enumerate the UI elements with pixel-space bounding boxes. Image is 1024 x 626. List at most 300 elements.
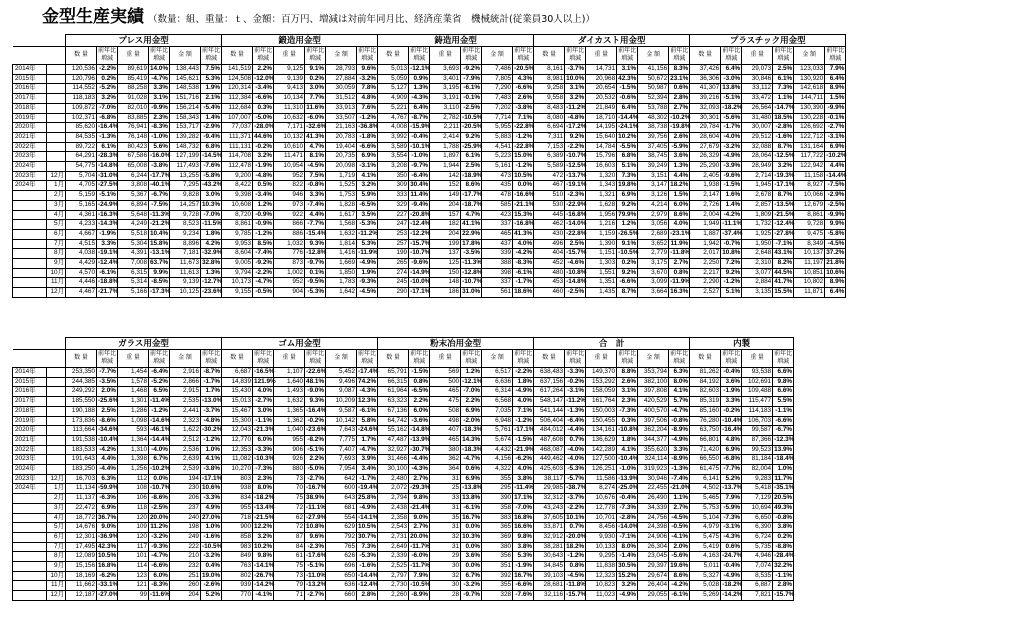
table-row xyxy=(13,210,846,220)
cell-value: 6,650 xyxy=(742,513,773,523)
cell-yoy: -12.3% xyxy=(773,435,794,445)
cell-value: 32 xyxy=(430,532,461,542)
cell-value: 10,608 xyxy=(222,200,253,210)
cell-value: 506,404 xyxy=(534,416,565,426)
cell-value: 76,941 xyxy=(118,123,149,133)
cell-yoy: -6.6% xyxy=(773,416,794,426)
cell-value: 14,784 xyxy=(586,142,617,152)
cell-yoy: 17.8% xyxy=(461,239,482,249)
cell-value: 3,652 xyxy=(638,239,669,249)
table-row xyxy=(13,368,794,378)
cell-yoy: -13.1% xyxy=(149,249,170,259)
cell-yoy: 7.3% xyxy=(773,84,794,94)
cell-value: 4,979 xyxy=(690,523,721,533)
cell-value: 29,674 xyxy=(638,571,669,581)
cell-value: 1,098 xyxy=(118,416,149,426)
table-row xyxy=(13,397,794,407)
cell-value: 2,539 xyxy=(170,465,201,475)
cell-yoy: -4.8% xyxy=(565,113,586,123)
table-row xyxy=(13,552,794,562)
cell-yoy: 4.2% xyxy=(201,239,222,249)
cell-yoy: -13.2% xyxy=(305,581,326,591)
cell-value: 127,500 xyxy=(586,455,617,465)
cell-yoy: -2.8% xyxy=(617,513,638,523)
cell-value: 30,007 xyxy=(742,123,773,133)
cell-yoy: -1.9% xyxy=(721,387,742,397)
cell-yoy: -2.0% xyxy=(461,416,482,426)
table-row xyxy=(13,571,794,581)
cell-yoy: 9.2% xyxy=(721,268,742,278)
cell-value: 21,163 xyxy=(326,123,357,133)
cell-yoy: -0.1% xyxy=(825,113,846,123)
cell-yoy: -4.9% xyxy=(513,387,534,397)
cell-value: 115,477 xyxy=(742,397,773,407)
cell-value: 120,796 xyxy=(66,74,97,84)
header-blank xyxy=(13,35,66,47)
cell-yoy: -24.9% xyxy=(97,200,118,210)
cell-yoy: 5.3% xyxy=(513,552,534,562)
cell-yoy: 18.5% xyxy=(773,113,794,123)
cell-value: 11,838 xyxy=(586,562,617,572)
cell-value: 2,884 xyxy=(742,278,773,288)
cell-value: 10,066 xyxy=(794,191,825,201)
cell-yoy: -0.4% xyxy=(409,132,430,142)
cell-value: 1,944 xyxy=(430,162,461,172)
cell-yoy: 6.4% xyxy=(617,103,638,113)
cell-yoy: 6.1% xyxy=(97,142,118,152)
row-month: 12月 xyxy=(47,288,66,298)
cell-value: 114,552 xyxy=(66,84,97,94)
cell-yoy: -30.7% xyxy=(409,445,430,455)
cell-value: 73 xyxy=(274,571,305,581)
cell-value: 5,753 xyxy=(690,503,721,513)
cell-yoy: -5.6% xyxy=(669,552,690,562)
cell-value: 2,648 xyxy=(742,249,773,259)
cell-value: 38,745 xyxy=(638,152,669,162)
column-header-yoy: 前年比 増減 xyxy=(565,350,586,368)
cell-value: 12,301 xyxy=(66,532,97,542)
cell-value: 642 xyxy=(326,474,357,484)
cell-yoy: 6.0% xyxy=(669,200,690,210)
cell-value: 2,004 xyxy=(690,210,721,220)
cell-value: 1,321 xyxy=(586,191,617,201)
cell-yoy: 0.1% xyxy=(305,268,326,278)
cell-value: 4,322 xyxy=(482,465,513,475)
cell-value: 122,942 xyxy=(794,162,825,172)
cell-value: 6,894 xyxy=(118,200,149,210)
cell-value: 1,850 xyxy=(326,268,357,278)
row-year: 2024年 xyxy=(13,465,47,475)
cell-yoy: -34.6% xyxy=(97,426,118,436)
table-row xyxy=(13,406,794,416)
cell-yoy: -18.3% xyxy=(461,426,482,436)
column-header-yoy: 前年比 増減 xyxy=(253,350,274,368)
cell-yoy: 0.8% xyxy=(409,377,430,387)
cell-yoy: -4.7% xyxy=(253,278,274,288)
cell-value: 7,008 xyxy=(118,259,149,269)
cell-yoy: 9.3% xyxy=(305,239,326,249)
cell-value: 29 xyxy=(430,552,461,562)
header-blank xyxy=(13,338,66,350)
cell-value: 112,478 xyxy=(222,162,253,172)
cell-value: 20,735 xyxy=(326,152,357,162)
cell-yoy: -2.9% xyxy=(825,191,846,201)
cell-value: 29,055 xyxy=(638,591,669,601)
cell-yoy: -6.8% xyxy=(721,455,742,465)
cell-yoy: -12.4% xyxy=(357,581,378,591)
cell-yoy: 0.6% xyxy=(461,465,482,475)
cell-yoy: 3.2% xyxy=(617,581,638,591)
cell-yoy: -27.8% xyxy=(773,229,794,239)
cell-value: 9,087 xyxy=(326,387,357,397)
cell-yoy: -3.2% xyxy=(357,74,378,84)
cell-yoy: 6.8% xyxy=(201,142,222,152)
cell-value: 10,610 xyxy=(274,142,305,152)
cell-yoy: 20.0% xyxy=(149,513,170,523)
cell-yoy: -16.4% xyxy=(305,406,326,416)
cell-value: 65,008 xyxy=(118,162,149,172)
cell-yoy: -0.9% xyxy=(253,210,274,220)
cell-yoy: -11.9% xyxy=(357,249,378,259)
cell-value: 8,161 xyxy=(534,65,565,75)
column-header-yoy: 前年比 増減 xyxy=(617,350,638,368)
cell-value: 142 xyxy=(430,171,461,181)
cell-yoy: -17.7% xyxy=(149,171,170,181)
cell-value: 11,158 xyxy=(794,171,825,181)
row-year: 2018年 xyxy=(13,103,47,113)
cell-value: 487,608 xyxy=(534,435,565,445)
cell-yoy: 10.8% xyxy=(721,249,742,259)
cell-yoy: -1.2% xyxy=(513,162,534,172)
cell-yoy: -14.2% xyxy=(721,591,742,601)
cell-yoy: -23.1% xyxy=(669,229,690,239)
cell-yoy: -9.3% xyxy=(357,278,378,288)
cell-value: 9,283 xyxy=(742,474,773,484)
cell-value: 85,419 xyxy=(118,74,149,84)
cell-value: 2,730 xyxy=(378,581,409,591)
cell-yoy: 6.9% xyxy=(461,474,482,484)
cell-value: 7,483 xyxy=(482,94,513,104)
cell-value: 150,455 xyxy=(586,416,617,426)
cell-yoy: -7.7% xyxy=(97,368,118,378)
cell-yoy: -22.8% xyxy=(513,123,534,133)
cell-yoy: 44.6% xyxy=(253,132,274,142)
cell-yoy: 5.6% xyxy=(149,142,170,152)
cell-yoy: -19.1% xyxy=(97,249,118,259)
cell-value: 247 xyxy=(378,220,409,230)
row-month xyxy=(47,387,66,397)
cell-value: 660 xyxy=(326,591,357,601)
cell-yoy: -9.0% xyxy=(305,387,326,397)
cell-value: 32,912 xyxy=(534,532,565,542)
row-month: 11月 xyxy=(47,278,66,288)
cell-yoy: -2.5% xyxy=(565,288,586,298)
cell-yoy: 12.2% xyxy=(253,523,274,533)
cell-yoy: -2.7% xyxy=(305,591,326,601)
cell-value: 1,320 xyxy=(586,171,617,181)
cell-value: 5,761 xyxy=(482,426,513,436)
cell-yoy: -21.3% xyxy=(253,426,274,436)
table-row xyxy=(13,103,846,113)
table-row xyxy=(13,132,846,142)
cell-yoy: 16.3% xyxy=(669,288,690,298)
cell-value: 33,112 xyxy=(742,84,773,94)
cell-value: 1,942 xyxy=(690,239,721,249)
cell-value: 91,028 xyxy=(118,94,149,104)
cell-yoy: -2.5% xyxy=(825,200,846,210)
cell-yoy: 4.4% xyxy=(825,162,846,172)
cell-value: 3,056 xyxy=(638,220,669,230)
cell-value: 8,456 xyxy=(586,523,617,533)
cell-value: 2,866 xyxy=(170,377,201,387)
row-year: 2024年 xyxy=(13,181,47,191)
cell-yoy: -9.9% xyxy=(825,210,846,220)
cell-value: 232 xyxy=(170,562,201,572)
cell-value: 114,183 xyxy=(742,406,773,416)
cell-yoy: -10.7% xyxy=(565,152,586,162)
table-row xyxy=(13,455,794,465)
header-row-groups xyxy=(13,338,794,350)
cell-yoy: -14.4% xyxy=(825,171,846,181)
cell-value: 10,694 xyxy=(742,503,773,513)
cell-value: 35 xyxy=(430,513,461,523)
cell-value: 329 xyxy=(378,200,409,210)
cell-value: 392 xyxy=(482,571,513,581)
title-subtitle: （数量：組、重量：ｔ、金額：百万円、増減は対前年同月比、経済産業省 機械統計(従業員30人以上)） xyxy=(148,14,596,25)
cell-yoy: 6.9% xyxy=(721,445,742,455)
cell-value: 5,221 xyxy=(378,103,409,113)
cell-value: 84,535 xyxy=(66,132,97,142)
cell-yoy: 15.0% xyxy=(513,152,534,162)
cell-value: 47,487 xyxy=(378,435,409,445)
cell-yoy: 4.4% xyxy=(305,210,326,220)
cell-value: 1,364 xyxy=(118,435,149,445)
cell-value: 22,455 xyxy=(638,484,669,494)
cell-yoy: -19.3% xyxy=(773,171,794,181)
row-month: 10月 xyxy=(47,268,66,278)
cell-yoy: -14.9% xyxy=(409,268,430,278)
cell-value: 124,508 xyxy=(222,74,253,84)
cell-value: 3,992 xyxy=(378,132,409,142)
cell-yoy: 2.3% xyxy=(617,397,638,407)
cell-value: 85,160 xyxy=(690,406,721,416)
cell-value: 27,884 xyxy=(326,74,357,84)
cell-value: 337 xyxy=(482,278,513,288)
cell-value: 952 xyxy=(274,278,305,288)
cell-value: 244,385 xyxy=(66,377,97,387)
cell-yoy: -1.0% xyxy=(149,132,170,142)
row-month xyxy=(47,65,66,75)
row-month: 9月 xyxy=(47,562,66,572)
cell-yoy: -25.9% xyxy=(461,142,482,152)
cell-yoy: 3.1% xyxy=(617,387,638,397)
cell-yoy: -14.6% xyxy=(149,416,170,426)
cell-yoy: 9.2% xyxy=(617,268,638,278)
cell-value: 1,159 xyxy=(586,229,617,239)
cell-yoy: -3.5% xyxy=(97,377,118,387)
cell-yoy: 5.3% xyxy=(357,239,378,249)
cell-yoy: -3.1% xyxy=(357,162,378,172)
cell-yoy: 8.1% xyxy=(305,152,326,162)
cell-value: 6,568 xyxy=(482,397,513,407)
column-header-quantity: 数 量 xyxy=(534,350,565,368)
cell-value: 30,946 xyxy=(638,474,669,484)
cell-yoy: 2.2% xyxy=(253,65,274,75)
cell-yoy: -25.0% xyxy=(617,484,638,494)
cell-yoy: -6.3% xyxy=(97,494,118,504)
cell-value: 118,183 xyxy=(66,94,97,104)
cell-value: 63,750 xyxy=(690,426,721,436)
cell-yoy: -14.0% xyxy=(617,523,638,533)
cell-yoy: 5.8% xyxy=(357,416,378,426)
cell-yoy: 3.2% xyxy=(565,94,586,104)
cell-value: 257 xyxy=(378,239,409,249)
cell-yoy: 3.4% xyxy=(357,465,378,475)
cell-yoy: -43.2% xyxy=(201,181,222,191)
cell-value: 2,714 xyxy=(742,171,773,181)
cell-value: 6,314 xyxy=(482,387,513,397)
cell-yoy: 2.8% xyxy=(773,581,794,591)
stats-table xyxy=(12,337,794,601)
cell-value: 149 xyxy=(430,191,461,201)
cell-yoy: 4.0% xyxy=(669,220,690,230)
cell-value: 5,735 xyxy=(742,542,773,552)
cell-value: 31,512 xyxy=(326,94,357,104)
cell-value: 3,110 xyxy=(430,103,461,113)
cell-value: 2,915 xyxy=(170,387,201,397)
cell-value: 696 xyxy=(326,562,357,572)
cell-yoy: -6.6% xyxy=(513,581,534,591)
cell-value: 1,398 xyxy=(118,455,149,465)
cell-yoy: 13.8% xyxy=(721,84,742,94)
cell-yoy: -24.1% xyxy=(617,123,638,133)
row-year xyxy=(13,288,47,298)
cell-value: 144,711 xyxy=(794,94,825,104)
cell-yoy: 10.3% xyxy=(201,200,222,210)
cell-yoy: -14.4% xyxy=(617,113,638,123)
cell-yoy: -4.9% xyxy=(721,571,742,581)
cell-value: 130,920 xyxy=(794,74,825,84)
cell-yoy: 32.8% xyxy=(201,259,222,269)
cell-yoy: 3.1% xyxy=(565,84,586,94)
cell-yoy: 1.7% xyxy=(201,387,222,397)
cell-value: 430 xyxy=(534,229,565,239)
cell-value: 1,732 xyxy=(742,220,773,230)
row-year xyxy=(13,210,47,220)
cell-value: 34,339 xyxy=(638,503,669,513)
cell-yoy: -4.9% xyxy=(357,503,378,513)
column-header-yoy: 前年比 増減 xyxy=(773,47,794,65)
cell-value: 12,679 xyxy=(794,200,825,210)
table-row xyxy=(13,426,794,436)
cell-yoy: 3.2% xyxy=(357,181,378,191)
cell-value: 1,301 xyxy=(118,397,149,407)
cell-value: 117,493 xyxy=(170,162,201,172)
column-header-yoy: 前年比 増減 xyxy=(305,350,326,368)
cell-yoy: 3.6% xyxy=(721,377,742,387)
cell-yoy: 7.5% xyxy=(305,171,326,181)
cell-value: 955 xyxy=(274,435,305,445)
row-month: 10月 xyxy=(47,571,66,581)
cell-yoy: -1.9% xyxy=(97,229,118,239)
table-row xyxy=(13,562,794,572)
cell-value: 548,147 xyxy=(534,397,565,407)
cell-value: 983 xyxy=(222,542,253,552)
cell-value: 4,214 xyxy=(638,200,669,210)
cell-value: 29,397 xyxy=(638,562,669,572)
cell-value: 423 xyxy=(482,210,513,220)
cell-yoy: 5.2% xyxy=(201,591,222,601)
cell-value: 127,199 xyxy=(170,152,201,162)
cell-value: 265 xyxy=(378,259,409,269)
cell-yoy: -3.8% xyxy=(149,162,170,172)
cell-yoy: -6.2% xyxy=(97,571,118,581)
row-year xyxy=(13,268,47,278)
cell-yoy: 1.9% xyxy=(357,268,378,278)
cell-yoy: 49.3% xyxy=(773,503,794,513)
cell-value: 6,315 xyxy=(118,268,149,278)
cell-yoy: -6.2% xyxy=(513,455,534,465)
cell-value: 33,871 xyxy=(534,523,565,533)
cell-yoy: -16.4% xyxy=(97,123,118,133)
cell-yoy: -26.7% xyxy=(253,571,274,581)
cell-yoy: 10.3% xyxy=(461,532,482,542)
row-year xyxy=(13,191,47,201)
cell-value: 5,011 xyxy=(690,562,721,572)
cell-yoy: -27.9% xyxy=(305,513,326,523)
cell-value: 397,808 xyxy=(638,387,669,397)
cell-yoy: -35.1% xyxy=(773,484,794,494)
cell-value: 2,535 xyxy=(170,397,201,407)
cell-yoy: -17.7% xyxy=(461,191,482,201)
cell-yoy: -8.7% xyxy=(201,368,222,378)
cell-yoy: 63.7% xyxy=(149,259,170,269)
cell-yoy: -10.4% xyxy=(97,435,118,445)
cell-value: 6,636 xyxy=(482,377,513,387)
cell-value: 3,175 xyxy=(638,259,669,269)
cell-yoy: 10.6% xyxy=(201,484,222,494)
cell-yoy: 5.5% xyxy=(773,397,794,407)
cell-yoy: 6.4% xyxy=(409,103,430,113)
cell-value: 1,362 xyxy=(274,416,305,426)
cell-yoy: 0.0% xyxy=(461,523,482,533)
cell-yoy: 6.5% xyxy=(149,387,170,397)
column-header-yoy: 前年比 増減 xyxy=(149,350,170,368)
cell-value: 7,714 xyxy=(482,113,513,123)
cell-yoy: -1.0% xyxy=(409,152,430,162)
cell-value: 2,438 xyxy=(378,503,409,513)
cell-value: 7,805 xyxy=(482,74,513,84)
cell-value: 356 xyxy=(482,552,513,562)
cell-value: 9,828 xyxy=(170,191,201,201)
cell-yoy: -0.4% xyxy=(617,494,638,504)
table-row xyxy=(13,220,846,230)
cell-value: 7,486 xyxy=(482,65,513,75)
cell-value: 5,269 xyxy=(690,591,721,601)
cell-value: 185,550 xyxy=(66,397,97,407)
cell-value: 107,007 xyxy=(222,113,253,123)
cell-yoy: -3.9% xyxy=(721,162,742,172)
cell-yoy: -7.1% xyxy=(773,239,794,249)
cell-yoy: -25.6% xyxy=(97,397,118,407)
cell-yoy: 6.3% xyxy=(97,474,118,484)
cell-value: 25 xyxy=(430,484,461,494)
cell-value: 1,435 xyxy=(586,288,617,298)
cell-yoy: 121.9% xyxy=(253,377,274,387)
cell-value: 390 xyxy=(482,494,513,504)
cell-yoy: 19.6% xyxy=(669,562,690,572)
cell-yoy: 3.3% xyxy=(305,191,326,201)
